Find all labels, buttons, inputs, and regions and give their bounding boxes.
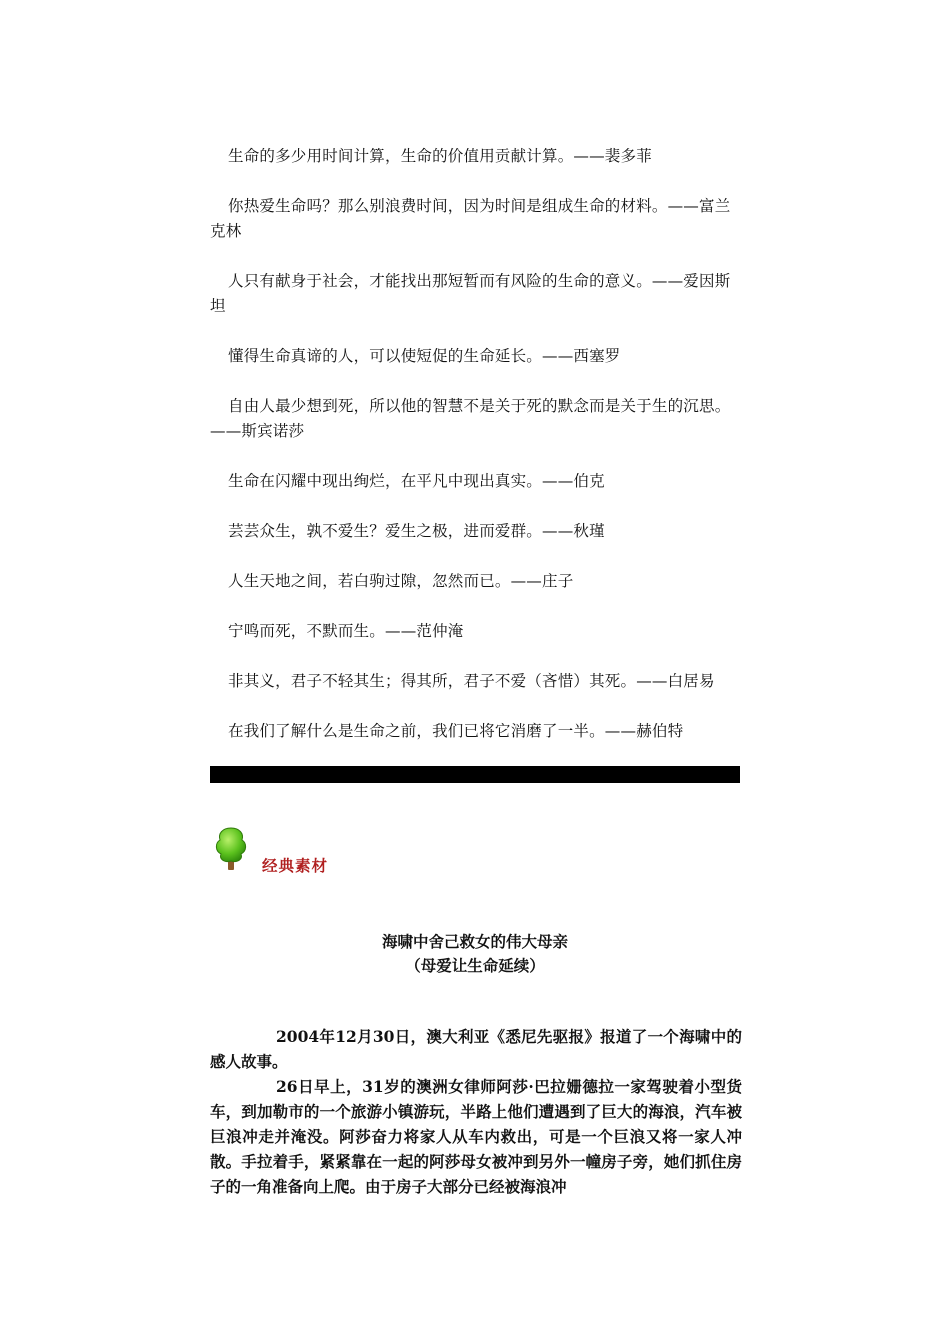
quote-item: 生命的多少用时间计算，生命的价值用贡献计算。——裴多菲 xyxy=(228,147,652,165)
story-paragraph: 2004年12月30日，澳大利亚《悉尼先驱报》报道了一个海啸中的感人故事。 xyxy=(210,1027,742,1071)
quote-item: 人只有献身于社会，才能找出那短暂而有风险的生命的意义。——爱因斯坦 xyxy=(210,272,731,315)
quote-item: 自由人最少想到死，所以他的智慧不是关于死的默念而是关于生的沉思。——斯宾诺莎 xyxy=(210,397,731,440)
quote-item: 非其义，君子不轻其生；得其所，君子不爱（吝惜）其死。——白居易 xyxy=(228,672,715,690)
story-title: 海啸中舍己救女的伟大母亲 xyxy=(381,932,568,951)
quote-item: 你热爱生命吗？那么别浪费时间，因为时间是组成生命的材料。——富兰克林 xyxy=(210,197,731,240)
quote-item: 懂得生命真谛的人，可以使短促的生命延长。——西塞罗 xyxy=(228,347,621,365)
quote-item: 芸芸众生，孰不爱生？爱生之极，进而爱群。——秋瑾 xyxy=(228,522,605,540)
tree-icon xyxy=(212,826,250,872)
story-paragraph: 26日早上，31岁的澳洲女律师阿莎·巴拉姗德拉一家驾驶着小型货车，到加勒市的一个旅游小镇游玩，半路上他们遭遇到了巨大的海浪，汽车被巨浪冲走并淹没。阿莎奋力将家人从车内救出，可是一个巨浪又将一家人冲散。手拉着手，紧紧靠在一起的阿莎母女被冲到另外一幢房子旁，她们抓住房子的一角准备向上爬。由于房子大部分已经被海浪冲 xyxy=(210,1077,742,1196)
quote-item: 在我们了解什么是生命之前，我们已将它消磨了一半。——赫伯特 xyxy=(228,722,684,740)
quote-item: 宁鸣而死，不默而生。——范仲淹 xyxy=(228,622,464,640)
section-header xyxy=(212,826,512,875)
story-heading xyxy=(210,930,740,978)
quote-item: 生命在闪耀中现出绚烂，在平凡中现出真实。——伯克 xyxy=(228,472,605,490)
story-subtitle: （母爱让生命延续） xyxy=(405,956,545,975)
section-divider xyxy=(210,766,740,783)
section-title: 经典素材 xyxy=(262,856,329,875)
quote-item: 人生天地之间，若白驹过隙，忽然而已。——庄子 xyxy=(228,572,574,590)
quote-list xyxy=(210,144,742,769)
story-body xyxy=(210,1024,742,1199)
